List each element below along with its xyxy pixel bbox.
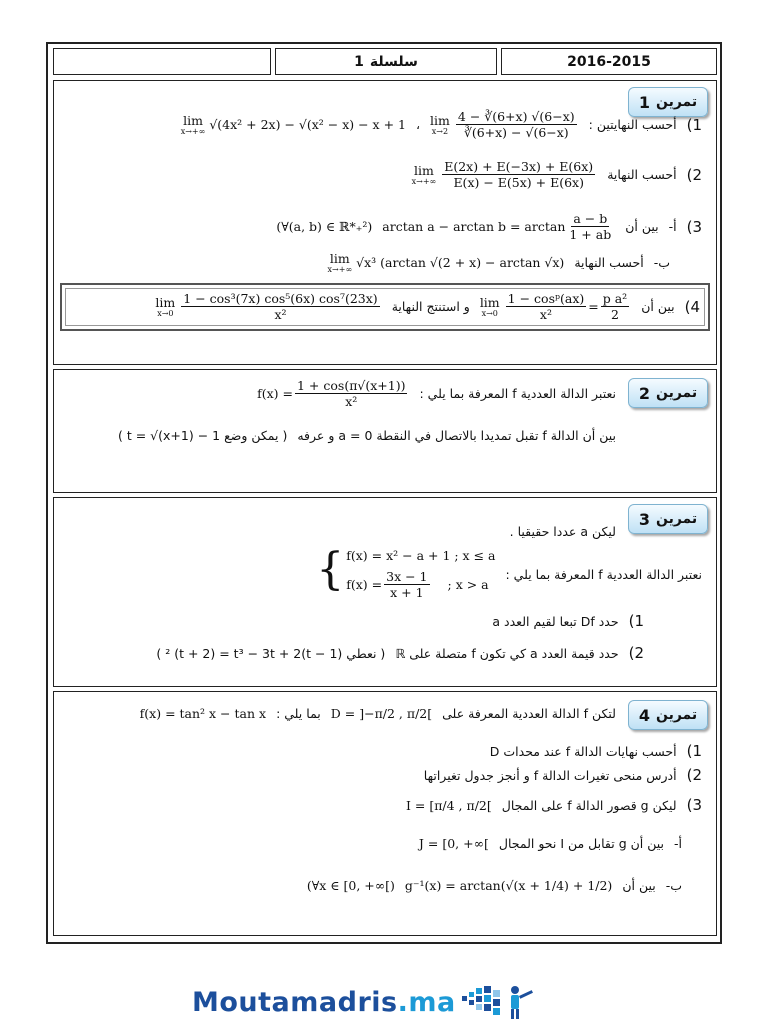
separator: ، bbox=[415, 117, 421, 132]
exercise-3 bbox=[53, 497, 717, 687]
question-number: 1) bbox=[686, 742, 702, 760]
header-title-num: 1 bbox=[354, 53, 364, 70]
exercise-3-badge bbox=[628, 504, 708, 534]
function-definition bbox=[257, 378, 409, 409]
fraction-numerator: a − b bbox=[573, 211, 608, 226]
ex2-line2 bbox=[118, 428, 616, 443]
fraction-denominator: x² bbox=[274, 307, 287, 322]
interval-expression: I = [π/4 , π/2[ bbox=[405, 797, 492, 813]
ex1-q3a bbox=[276, 211, 702, 242]
fraction-numerator: 1 + cos(π√(x+1)) bbox=[297, 378, 406, 393]
fraction-numerator: 4 − ∛(6+x) √(6−x) bbox=[457, 109, 575, 124]
piecewise-system bbox=[316, 544, 496, 600]
header-left-cell bbox=[53, 48, 271, 75]
question-text: حدد Df تبعا لقيم العدد a bbox=[492, 613, 619, 629]
quantifier: (∀x ∈ [0, +∞[) bbox=[306, 878, 395, 893]
question-text: نعتبر الدالة العددية f المعرفة بما يلي : bbox=[505, 566, 702, 582]
badge-label: تمرين bbox=[655, 94, 698, 110]
question-number: 2) bbox=[686, 766, 702, 784]
ex1-q4 bbox=[155, 291, 700, 322]
header-year: 2016-2015 bbox=[501, 48, 717, 75]
interval-expression: J = [0, +∞[ bbox=[418, 836, 489, 851]
ex3-q1 bbox=[492, 612, 644, 630]
inverse-expression: g⁻¹(x) = arctan(√(x + 1/4) + 1/2) bbox=[404, 878, 613, 893]
sub-question-label: ب- bbox=[665, 878, 682, 893]
question-number: 1) bbox=[686, 115, 702, 134]
ex4-q2 bbox=[424, 766, 702, 784]
question-number: 3) bbox=[686, 796, 702, 814]
fraction-numerator: 1 − cos³(7x) cos⁵(6x) cos⁷(23x) bbox=[183, 291, 378, 306]
badge-number: 1 bbox=[638, 92, 650, 112]
fraction-denominator: 1 + ab bbox=[569, 227, 612, 242]
function-definition: f(x) = tan² x − tan x bbox=[139, 706, 267, 721]
sub-question-label: ب- bbox=[653, 255, 670, 270]
limit-body: √(4x² + 2x) − √(x² − x) − x + 1 bbox=[209, 117, 406, 132]
sub-question-label: أ- bbox=[674, 836, 682, 851]
header-title bbox=[275, 48, 497, 75]
limit-expression: lim x→+∞ √x³ (arctan √(2 + x) − arctan √x) bbox=[327, 251, 565, 274]
limit-sub: x→+∞ bbox=[327, 265, 353, 274]
question-number: 1) bbox=[628, 612, 644, 630]
question-text: بين أن bbox=[641, 299, 675, 314]
question-text: بين أن bbox=[622, 878, 656, 893]
fraction-denominator: 2 bbox=[610, 307, 619, 322]
fraction-numerator: 1 − cosᵖ(ax) bbox=[507, 291, 585, 306]
badge-number: 2 bbox=[638, 383, 650, 403]
badge-number: 4 bbox=[638, 705, 650, 725]
question-text: ليكن a عددا حقيقيا . bbox=[509, 524, 616, 539]
hint-text: ( يمكن وضع t = √(x+1) − 1 ) bbox=[118, 428, 288, 443]
limit-sub: x→+∞ bbox=[180, 127, 206, 136]
question-text: أحسب نهايات الدالة f عند محدات D bbox=[489, 743, 677, 759]
exercise-4-badge bbox=[628, 700, 708, 730]
limit-expression: lim x→0 $\frac{\text{1 − cos³(7x) cos⁵(6x) cos⁷(23x)}}{\text{x²}}$ bbox=[155, 291, 378, 322]
equals-sign: = bbox=[588, 299, 599, 314]
ex1-q1 bbox=[181, 109, 702, 140]
limit-sub: x→2 bbox=[431, 127, 449, 136]
limit-expression: lim x→+∞ $\frac{E(2x) + E(-3x) + E(6x)}{E(x) - E(5x) + E(6x)}$ bbox=[411, 159, 594, 190]
hint-text: ( نعطي (t − 1)² (t + 2) = t³ − 3t + 2 ) bbox=[156, 645, 386, 661]
ex2-line1 bbox=[257, 378, 616, 409]
ex3-q2 bbox=[156, 644, 644, 662]
ex3-line2 bbox=[316, 544, 702, 600]
badge-label: تمرين bbox=[655, 511, 698, 527]
question-text: أحسب النهايتين : bbox=[588, 117, 677, 132]
question-text: أحسب النهاية bbox=[574, 255, 644, 270]
fraction-numerator: 3x − 1 bbox=[386, 569, 428, 584]
ex4-q3a bbox=[419, 836, 682, 851]
question-text: بين أن bbox=[625, 219, 659, 234]
question-text: أحسب النهاية bbox=[607, 167, 677, 182]
domain-expression: D = ]−π/2 , π/2[ bbox=[330, 706, 433, 721]
fraction-numerator: p a² bbox=[602, 291, 628, 306]
identity-expression bbox=[382, 211, 615, 242]
site-logo[interactable] bbox=[192, 982, 544, 1022]
question-text: بين أن الدالة f تقبل تمديدا بالاتصال في النقطة a = 0 و عرفه bbox=[297, 428, 616, 443]
function-left: f(x) = bbox=[257, 386, 293, 401]
question-number: 4) bbox=[684, 297, 700, 316]
question-number: 2) bbox=[686, 165, 702, 184]
ex4-q3b bbox=[307, 878, 682, 893]
ex3-line1 bbox=[510, 524, 616, 539]
ex4-line1 bbox=[140, 706, 616, 721]
exercise-2 bbox=[53, 369, 717, 493]
exercise-4 bbox=[53, 691, 717, 936]
question-text: لتكن f الدالة العددية المعرفة على bbox=[442, 706, 616, 721]
fraction-denominator: x² bbox=[345, 394, 358, 409]
identity-left: arctan a − arctan b = arctan bbox=[382, 219, 566, 234]
question-text-2: بما يلي : bbox=[276, 706, 321, 721]
logo-pixel-figure-icon bbox=[460, 982, 544, 1022]
question-number: 2) bbox=[628, 644, 644, 662]
row-condition: ; x > a bbox=[447, 577, 489, 592]
question-text: حدد قيمة العدد a كي تكون f متصلة على ℝ bbox=[395, 645, 619, 661]
fraction-denominator: x² bbox=[539, 307, 552, 322]
ex1-q2 bbox=[412, 159, 702, 190]
limit-sub: x→0 bbox=[157, 309, 174, 318]
logo-tld: .ma bbox=[397, 986, 456, 1018]
limit-expression-2: lim x→+∞ √(4x² + 2x) − √(x² − x) − x + 1 bbox=[180, 113, 406, 136]
question-number: 3) bbox=[686, 217, 702, 236]
badge-label: تمرين bbox=[655, 707, 698, 723]
badge-number: 3 bbox=[638, 509, 650, 529]
fraction-denominator: ∛(6+x) − √(6−x) bbox=[463, 125, 569, 140]
logo-brand: Moutamadris bbox=[192, 986, 398, 1018]
system-row-2 bbox=[346, 569, 495, 600]
exercise-1 bbox=[53, 80, 717, 365]
question-text: ليكن g قصور الدالة f على المجال bbox=[501, 797, 677, 813]
limit-sub: x→0 bbox=[481, 309, 498, 318]
system-row-1: f(x) = x² − a + 1 ; x ≤ a bbox=[346, 548, 496, 563]
limit-sub: x→+∞ bbox=[411, 177, 437, 186]
limit-identity: lim x→0 $\frac{\text{1 − cosᵖ(ax)}}{\text{x²}}$ = $\frac{\text{p a²}}{2}$ bbox=[479, 291, 628, 322]
brace-icon: { bbox=[316, 544, 345, 595]
badge-label: تمرين bbox=[655, 385, 698, 401]
exercise-sheet bbox=[46, 42, 722, 944]
question-text-2: و استنتج النهاية bbox=[391, 299, 470, 314]
limit-expression-1: lim x→2 $\frac{4 - ∛(6+x) √(6-x)}{∛(6+x) - √(6-x)}$ bbox=[430, 109, 575, 140]
ex1-q3b bbox=[328, 251, 670, 274]
question-text: نعتبر الدالة العددية f المعرفة بما يلي : bbox=[419, 386, 616, 401]
limit-body: √x³ (arctan √(2 + x) − arctan √x) bbox=[356, 255, 565, 270]
question-text: أدرس منحى تغيرات الدالة f و أنجز جدول تغيراتها bbox=[423, 767, 677, 783]
exercise-2-badge bbox=[628, 378, 708, 408]
row-left: f(x) = bbox=[346, 577, 383, 592]
quantifier: (∀(a, b) ∈ ℝ*₊²) bbox=[276, 219, 373, 234]
fraction-numerator: E(2x) + E(−3x) + E(6x) bbox=[444, 159, 594, 174]
ex4-q3 bbox=[406, 796, 702, 814]
fraction-denominator: E(x) − E(5x) + E(6x) bbox=[453, 175, 584, 190]
sheet-header bbox=[53, 48, 717, 75]
sub-question-label: أ- bbox=[668, 219, 677, 234]
question-text: بين أن g تقابل من I نحو المجال bbox=[498, 836, 665, 851]
header-title-label: سلسلة bbox=[369, 53, 418, 70]
ex1-q4-box bbox=[60, 283, 710, 331]
ex4-q1 bbox=[490, 742, 702, 760]
fraction-denominator: x + 1 bbox=[390, 585, 424, 600]
